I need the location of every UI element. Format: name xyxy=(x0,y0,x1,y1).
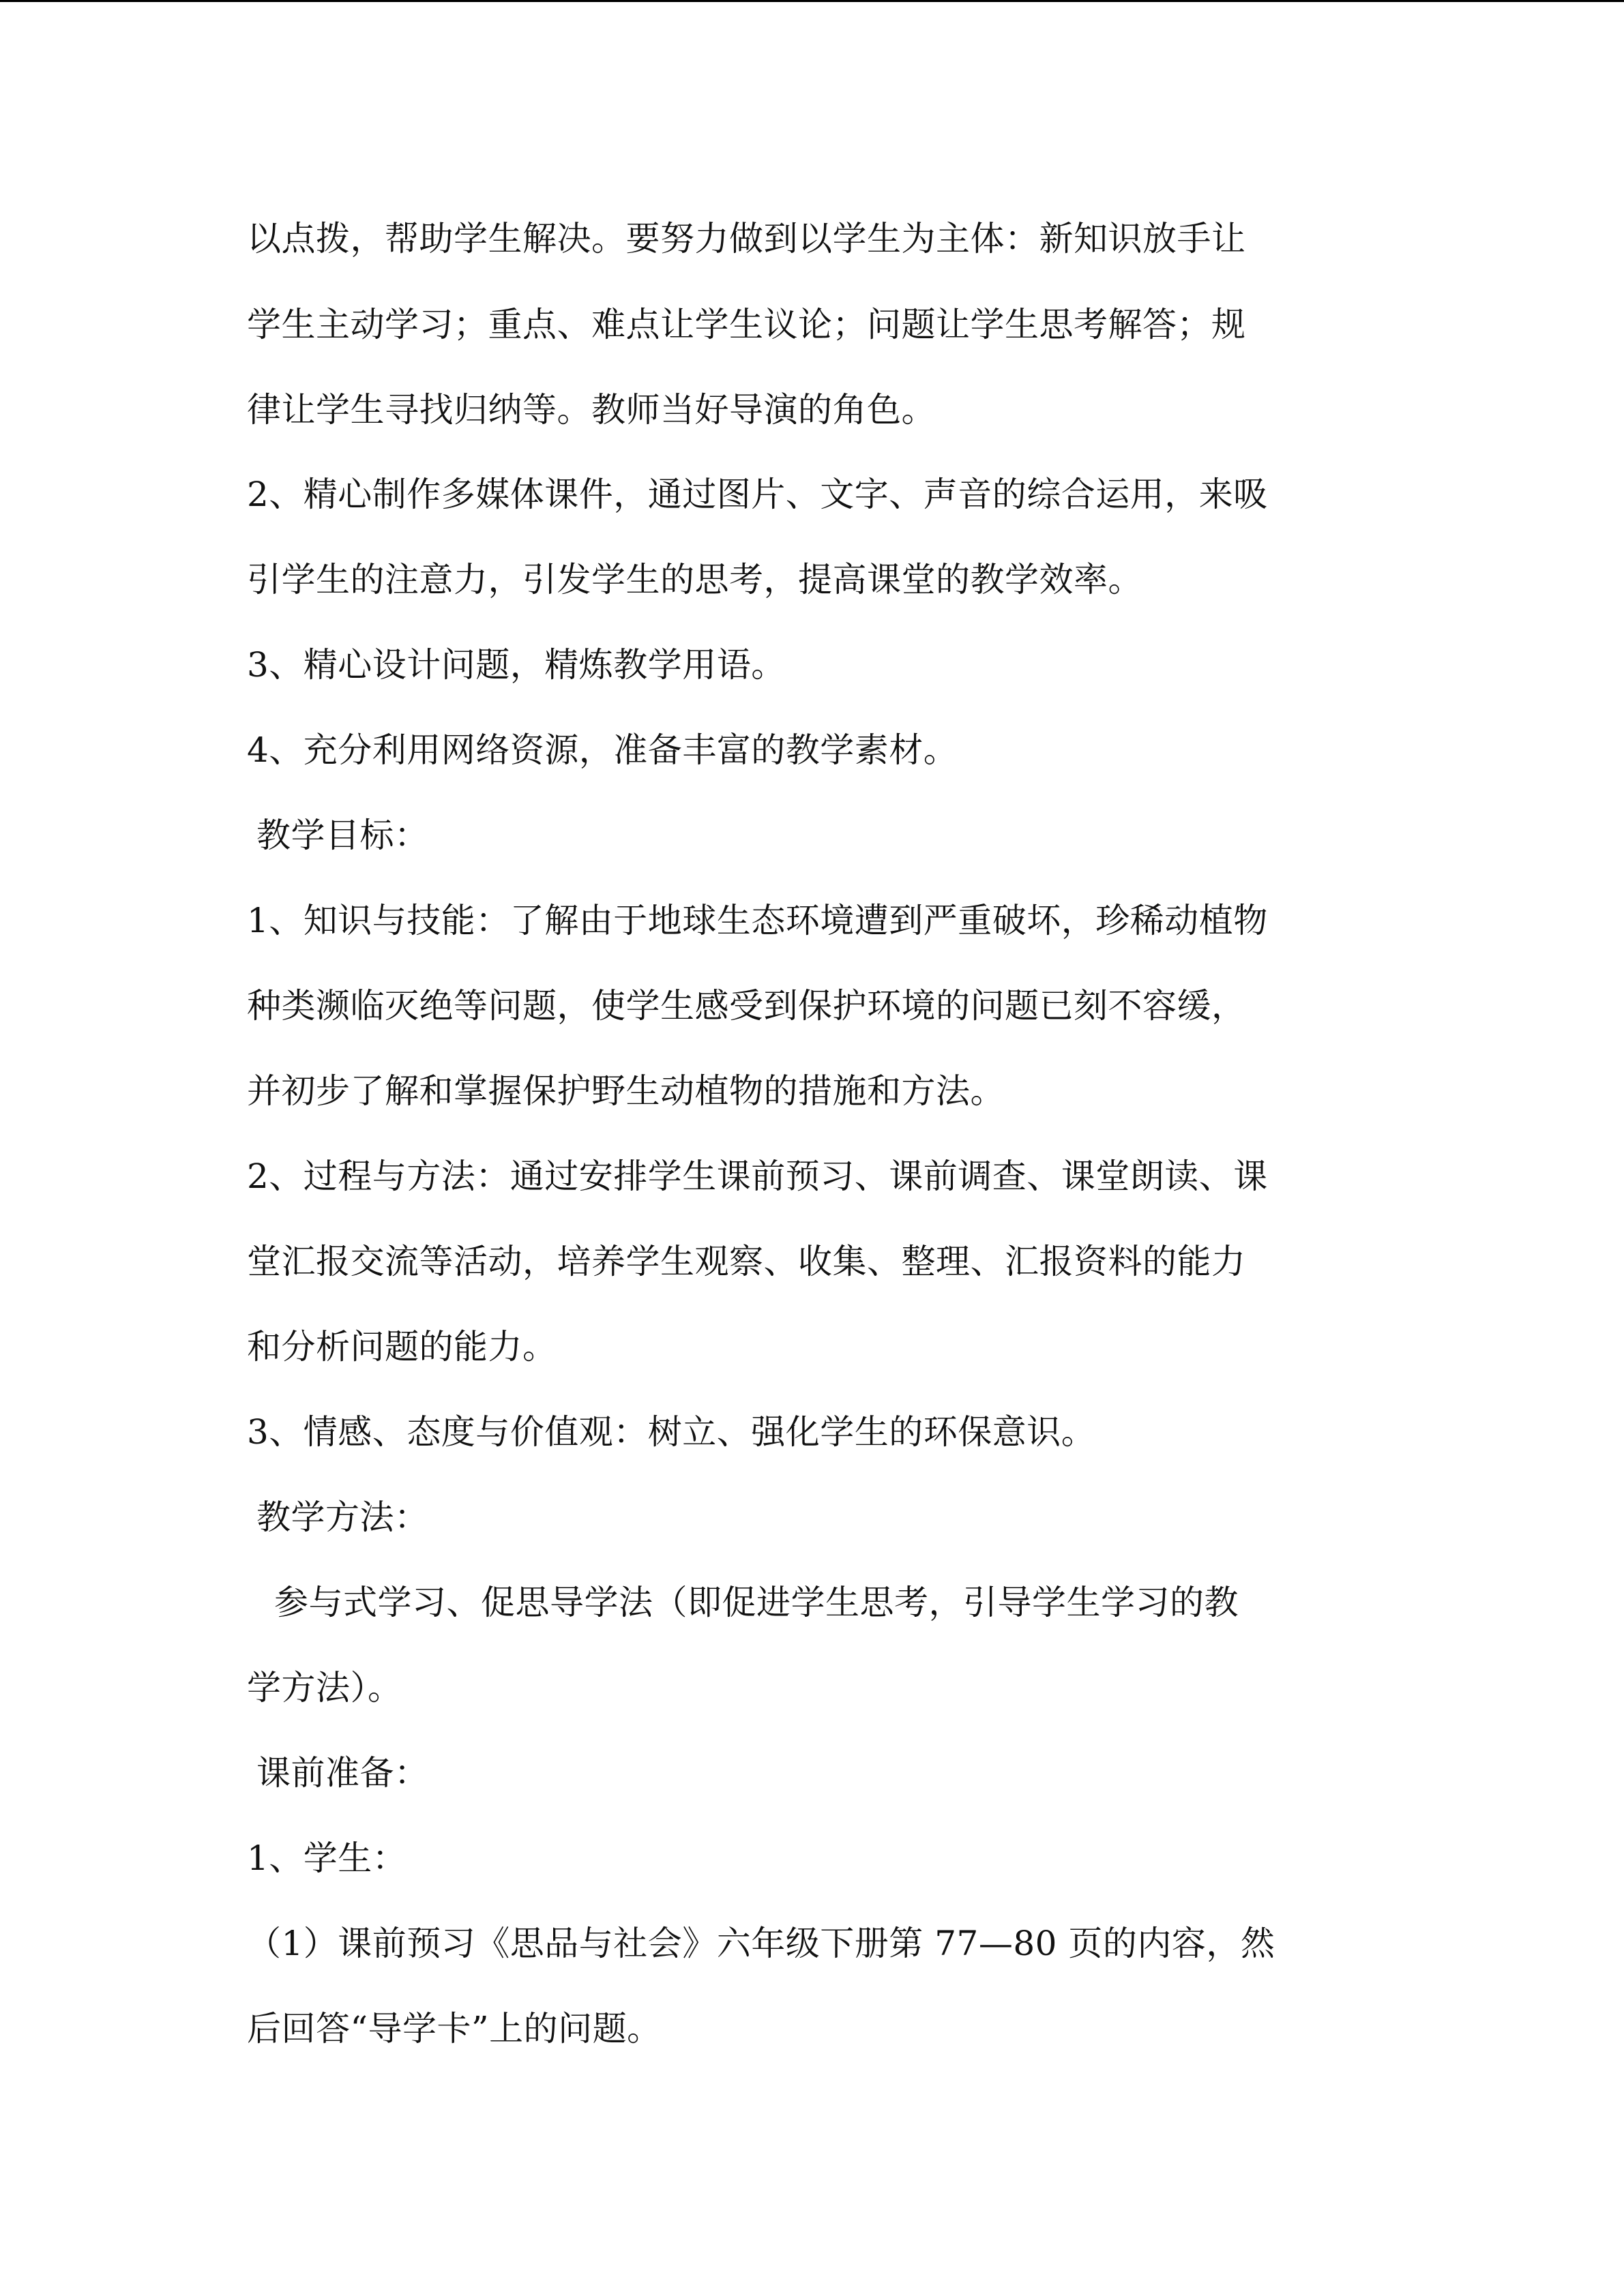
text-line: 堂汇报交流等活动，培养学生观察、收集、整理、汇报资料的能力 xyxy=(247,1242,1246,1281)
text-line: 2、精心制作多媒体课件，通过图片、文字、声音的综合运用，来吸 xyxy=(247,475,1268,514)
text-line: 1、知识与技能：了解由于地球生态环境遭到严重破坏，珍稀动植物 xyxy=(247,901,1268,940)
text-line: 3、精心设计问题，精炼教学用语。 xyxy=(247,645,786,685)
section-heading-teaching-goals: 教学目标： xyxy=(256,816,429,855)
text-line: 引学生的注意力，引发学生的思考，提高课堂的教学效率。 xyxy=(247,560,1142,599)
text-line: 3、情感、态度与价值观：树立、强化学生的环保意识。 xyxy=(247,1412,1096,1452)
text-line: 1、学生： xyxy=(247,1838,407,1878)
text-line: 并初步了解和掌握保护野生动植物的措施和方法。 xyxy=(247,1071,1005,1111)
section-heading-teaching-methods: 教学方法： xyxy=(256,1497,429,1537)
page-top-border xyxy=(0,0,1624,2)
text-line: 2、过程与方法：通过安排学生课前预习、课前调查、课堂朗读、课 xyxy=(247,1157,1268,1196)
text-line: 种类濒临灭绝等问题，使学生感受到保护环境的问题已刻不容缓， xyxy=(247,986,1246,1026)
text-line: 律让学生寻找归纳等。教师当好导演的角色。 xyxy=(247,390,936,430)
text-line: 学方法）。 xyxy=(247,1668,402,1708)
text-line: 后回答“导学卡”上的问题。 xyxy=(247,2009,662,2048)
text-line: 参与式学习、促思导学法（即促进学生思考，引导学生学习的教 xyxy=(274,1583,1239,1622)
text-line: 学生主动学习；重点、难点让学生议论；问题让学生思考解答；规 xyxy=(247,305,1246,344)
text-line: （1）课前预习《思品与社会》六年级下册第 77—80 页的内容，然 xyxy=(247,1924,1275,1963)
text-line: 4、充分利用网络资源，准备丰富的教学素材。 xyxy=(247,730,958,770)
text-line: 和分析问题的能力。 xyxy=(247,1327,557,1367)
section-heading-preparation: 课前准备： xyxy=(256,1753,429,1793)
text-line: 以点拨，帮助学生解决。要努力做到以学生为主体：新知识放手让 xyxy=(247,219,1246,258)
